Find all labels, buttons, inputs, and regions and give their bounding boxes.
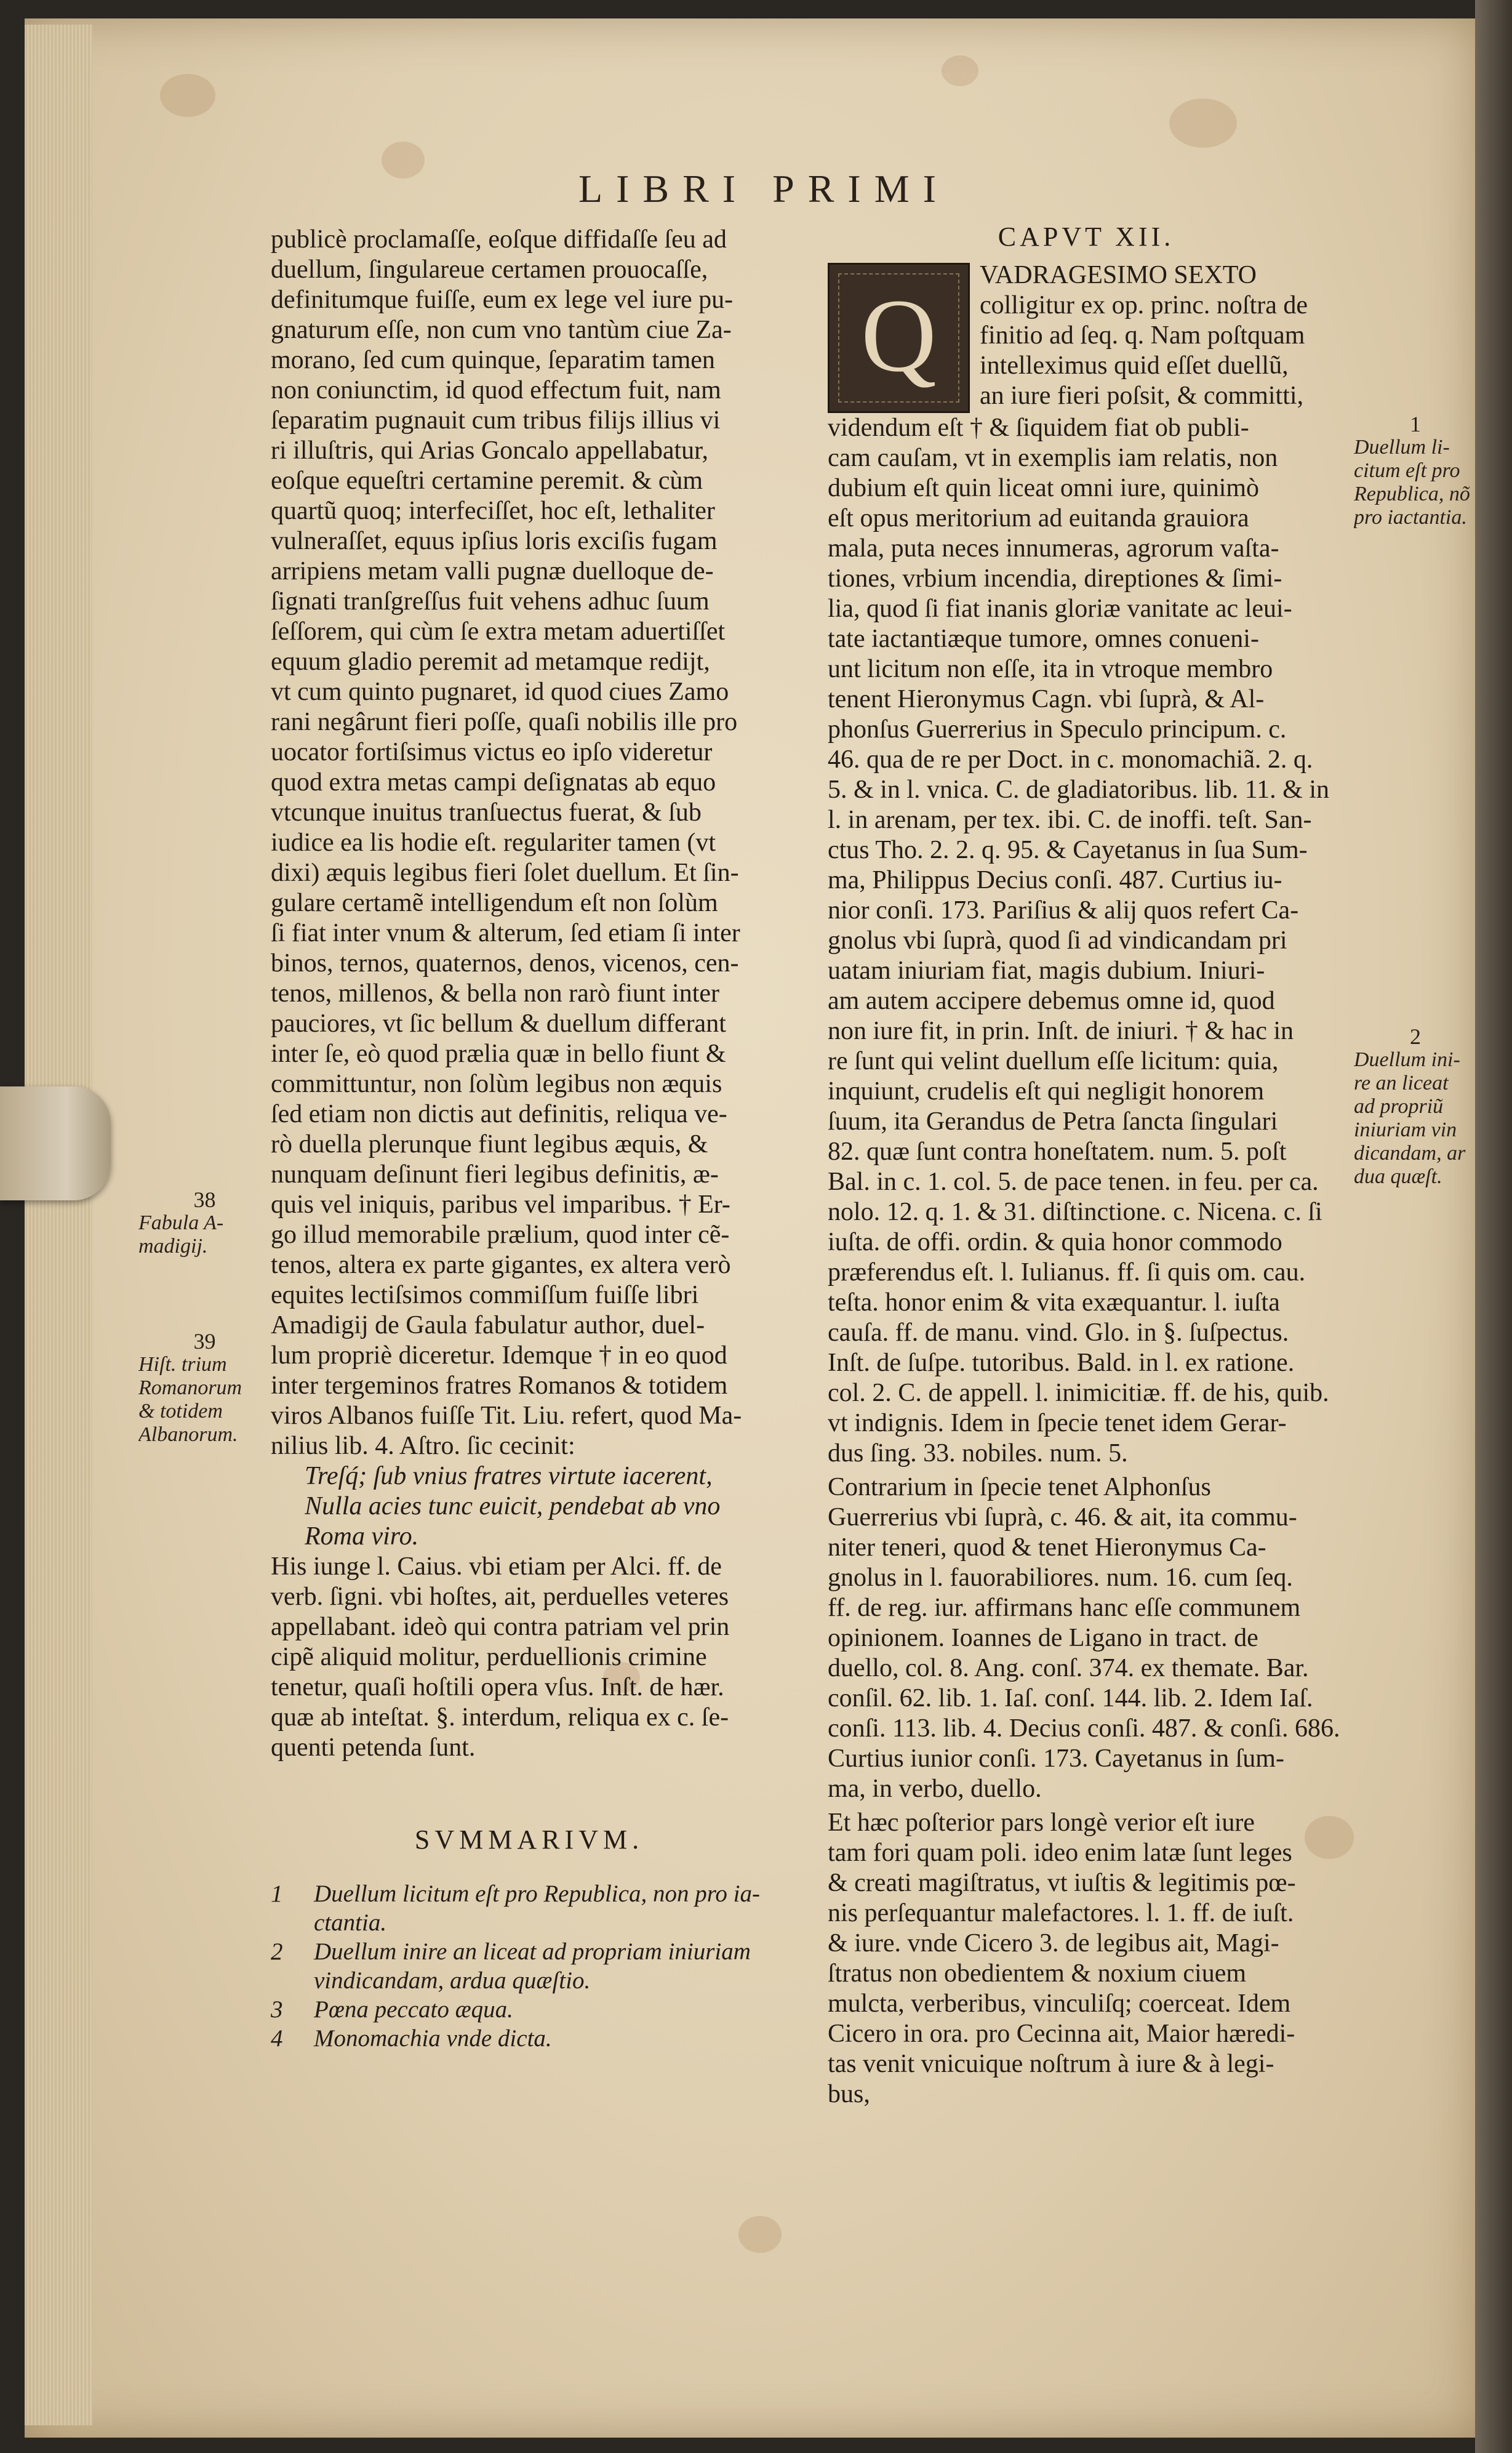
text-line: 46. qua de re per Doct. in c. monomachiã. 2. q. <box>828 745 1313 774</box>
text-line: colligitur ex op. princ. noſtra de <box>980 291 1308 319</box>
text-line: unt licitum non eſſe, ita in vtroque membro <box>828 655 1273 683</box>
text-line: vt indignis. Idem in ſpecie tenet idem Gerar- <box>828 1409 1287 1437</box>
text-line: Treſq́; ſub vnius fratres virtute iacerent, <box>305 1462 713 1490</box>
text-line: nilius lib. 4. Aſtro. ſic cecinit: <box>271 1432 575 1460</box>
left-after-verse-text <box>271 1552 788 1763</box>
right-paragraph-2 <box>828 1472 1345 1804</box>
text-line: tiones, vrbium incendia, direptiones & ſimi- <box>828 564 1282 593</box>
margin-note-line: pro iactantia. <box>1354 506 1467 529</box>
summarium-number: 1 <box>271 1881 283 1907</box>
text-line: Et hæc poſterior pars longè verior eſt iure <box>828 1809 1255 1837</box>
margin-note-number: 39 <box>193 1329 216 1354</box>
text-line: ſeparatim pugnauit cum tribus filijs illius vi <box>271 406 721 435</box>
text-line: inter tergeminos fratres Romanos & totidem <box>271 1371 728 1400</box>
text-line: am autem accipere debemus omne id, quod <box>828 987 1275 1015</box>
margin-note-1 <box>1354 412 1477 529</box>
margin-note-number: 1 <box>1410 412 1421 436</box>
text-line: appellabant. ideò qui contra patriam vel prin <box>271 1613 730 1641</box>
text-line: finitio ad ſeq. q. Nam poſtquam <box>980 321 1305 350</box>
text-line: Roma viro. <box>305 1522 419 1551</box>
text-line: gnolus in l. fauorabiliores. num. 16. cum ſeq. <box>828 1564 1293 1592</box>
summarium-number: 3 <box>271 1996 283 2023</box>
left-main-text <box>271 225 788 1461</box>
margin-note-38 <box>138 1188 271 1258</box>
text-line: tate iactantiæque tumore, omnes conueni- <box>828 625 1259 653</box>
binding-shadow <box>1475 0 1512 2453</box>
summarium-item <box>271 1937 788 1966</box>
text-line: tenetur, quaſi hoſtili opera vſus. Inſt. de hær. <box>271 1673 724 1701</box>
text-line: ſi fiat inter vnum & alterum, ſed etiam ſi inter <box>271 919 740 947</box>
text-line: nunquam deſinunt fieri legibus definitis, æ- <box>271 1160 719 1189</box>
running-title: LIBRI PRIMI <box>578 167 950 211</box>
margin-note-line: Fabula A- <box>138 1211 224 1234</box>
text-line: rani negârunt fieri poſſe, quaſi nobilis ille pro <box>271 708 738 736</box>
margin-note-line: iniuriam vin <box>1354 1118 1457 1141</box>
margin-note-line: dicandam, ar <box>1354 1142 1466 1165</box>
text-line: phonſus Guerrerius in Speculo principum. c. <box>828 715 1287 744</box>
summarium-text: Duellum licitum eſt pro Republica, non pro ia- <box>314 1881 761 1907</box>
text-line: Amadigij de Gaula fabulatur author, duel- <box>271 1311 705 1339</box>
text-line: inter ſe, eò quod prælia quæ in bello fiunt & <box>271 1040 726 1068</box>
foxing-stain <box>160 74 215 117</box>
text-line: gnolus vbi ſuprà, quod ſi ad vindicandam pri <box>828 926 1287 955</box>
text-line: tenos, millenos, & bella non rarò fiunt inter <box>271 979 720 1008</box>
text-line: iudice ea lis hodie eſt. regulariter tamen (vt <box>271 829 716 857</box>
summarium-text: ctantia. <box>314 1909 387 1936</box>
text-line: quartũ quoq; interfeciſſet, hoc eſt, lethaliter <box>271 497 715 525</box>
text-line: cauſa. ff. de manu. vind. Glo. in §. ſuſpectus. <box>828 1319 1289 1347</box>
right-main-text <box>828 413 1345 1469</box>
text-line: vtcunque inuitus tranſuectus fuerat, & ſub <box>271 798 702 827</box>
text-line: equum gladio peremit ad metamque redijt, <box>271 648 710 676</box>
summarium-text: Pœna peccato æqua. <box>314 1996 513 2023</box>
summarium-text: Duellum inire an liceat ad propriam iniuriam <box>314 1938 751 1965</box>
text-line: intelleximus quid eſſet duellũ, <box>980 351 1289 380</box>
summarium-item <box>271 1908 788 1937</box>
summarium-item <box>271 1995 788 2024</box>
decorated-initial: Q <box>828 263 970 413</box>
text-line: non iure fit, in prin. Inſt. de iniuri. † & hac in <box>828 1017 1294 1045</box>
foxing-stain <box>1169 98 1237 148</box>
summarium-number: 2 <box>271 1938 283 1965</box>
text-line: niter teneri, quod & tenet Hieronymus Ca- <box>828 1533 1266 1562</box>
text-line: an iure fieri poſsit, & committi, <box>980 382 1304 410</box>
margin-note-line: dua quæſt. <box>1354 1165 1442 1188</box>
text-line: binos, ternos, quaternos, denos, vicenos, cen- <box>271 949 739 978</box>
text-line: 82. quæ ſunt contra honeſtatem. num. 5. poſt <box>828 1138 1287 1166</box>
margin-note-line: Republica, nõ <box>1354 483 1470 505</box>
text-line: morano, ſed cum quinque, ſeparatim tamen <box>271 346 715 374</box>
page-clip <box>0 1086 111 1200</box>
text-line: ſtratus non obedientem & noxium ciuem <box>828 1959 1247 1988</box>
text-line: eoſque equeſtri certamine peremit. & cùm <box>271 467 703 495</box>
margin-note-line: Duellum li- <box>1354 436 1450 459</box>
text-line: ff. de reg. iur. affirmans hanc eſſe communem <box>828 1594 1301 1622</box>
text-line: quod extra metas campi deſignatas ab equo <box>271 768 716 797</box>
text-line: ri illuſtris, qui Arias Goncalo appellabatur, <box>271 436 708 465</box>
text-line: ma, in verbo, duello. <box>828 1775 1042 1803</box>
summarium-text: vindicandam, ardua quæſtio. <box>314 1967 591 1994</box>
text-line: gnaturum eſſe, non cum vno tantùm ciue Za- <box>271 316 732 344</box>
text-line: cam cauſam, vt in exemplis iam relatis, non <box>828 444 1278 472</box>
text-line: ſuum, ita Gerandus de Petra ſancta ſingulari <box>828 1107 1278 1136</box>
text-line: uatam iniuriam fiat, magis dubium. Iniuri- <box>828 957 1265 985</box>
summarium-title: SVMMARIVM. <box>414 1825 644 1855</box>
summarium-item <box>271 1879 788 1908</box>
right-paragraph-3 <box>828 1808 1345 2110</box>
text-line: dus ſing. 33. nobiles. num. 5. <box>828 1439 1128 1467</box>
text-line: His iunge l. Caius. vbi etiam per Alci. ff. de <box>271 1552 722 1581</box>
text-line: Inſt. de ſuſpe. tutoribus. Bald. in l. ex ratione. <box>828 1349 1295 1377</box>
margin-note-2 <box>1354 1025 1477 1189</box>
text-line: verb. ſigni. vbi hoſtes, ait, perduelles veteres <box>271 1583 729 1611</box>
margin-note-line: ad propriũ <box>1354 1095 1444 1118</box>
text-line: inquiunt, crudelis eſt qui negligit honorem <box>828 1077 1265 1106</box>
text-line: nolo. 12. q. 1. & 31. diſtinctione. c. Nicena. c. ſi <box>828 1198 1322 1226</box>
text-line: ctus Tho. 2. 2. q. 95. & Cayetanus in ſua Sum- <box>828 836 1308 864</box>
text-line: vulneraſſet, equus ipſius loris exciſis fugam <box>271 527 718 555</box>
text-line: viros Albanos fuiſſe Tit. Liu. refert, quod Ma- <box>271 1402 742 1430</box>
margin-note-number: 38 <box>193 1187 216 1212</box>
margin-note-line: Duellum ini- <box>1354 1048 1460 1071</box>
text-line: tas venit vnicuique noſtrum à iure & à legi- <box>828 2050 1274 2078</box>
margin-note-line: madigij. <box>138 1235 208 1258</box>
margin-note-line: Albanorum. <box>138 1423 238 1446</box>
text-line: arripiens metam valli pugnæ duelloque de- <box>271 557 714 585</box>
foxing-stain <box>942 55 978 86</box>
text-line: quæ ab inteſtat. §. interdum, reliqua ex c. ſe- <box>271 1703 729 1732</box>
text-line: duello, col. 8. Ang. conſ. 374. ex themate. Bar. <box>828 1654 1309 1682</box>
text-line: gulare certamẽ intelligendum eſt non ſolùm <box>271 889 718 917</box>
text-line: publicè proclamaſſe, eoſque diffidaſſe ſeu ad <box>271 225 727 254</box>
text-line: nior conſi. 173. Pariſius & alij quos refert Ca- <box>828 896 1299 925</box>
text-line: ſeſſorem, qui cùm ſe extra metam aduertiſſet <box>271 617 726 646</box>
text-line: 5. & in l. vnica. C. de gladiatoribus. lib. 11. & in <box>828 776 1330 804</box>
chapter-heading: CAPVT XII. <box>998 222 1175 252</box>
text-line: dubium eſt quin liceat omni iure, quinimò <box>828 474 1260 502</box>
text-line: VADRAGESIMO SEXTO <box>980 261 1257 289</box>
text-line: re ſunt qui velint duellum eſſe licitum: quia, <box>828 1047 1279 1075</box>
text-line: ma, Philippus Decius conſi. 487. Curtius iu- <box>828 866 1282 894</box>
text-line: Cicero in ora. pro Cecinna ait, Maior hæredi- <box>828 2020 1295 2048</box>
summarium-text: Monomachia vnde dicta. <box>314 2025 552 2052</box>
text-line: Contrarium in ſpecie tenet Alphonſus <box>828 1473 1211 1501</box>
text-line: go illud memorabile prælium, quod inter cẽ- <box>271 1221 730 1249</box>
text-line: non coniunctim, id quod effectum fuit, nam <box>271 376 721 404</box>
summarium-item <box>271 1966 788 1995</box>
text-line: Guerrerius vbi ſuprà, c. 46. & ait, ita commu- <box>828 1503 1297 1532</box>
text-line: & creati magiſtratus, vt iuſtis & legitimis pœ- <box>828 1869 1296 1897</box>
text-line: bus, <box>828 2080 870 2108</box>
text-line: & iure. vnde Cicero 3. de legibus ait, Magi- <box>828 1929 1279 1957</box>
summarium-list <box>271 1879 788 2053</box>
text-line: præferendus eſt. l. Iulianus. ff. ſi quis om. cau. <box>828 1258 1306 1287</box>
verse-quote <box>271 1461 788 1552</box>
text-line: tenos, altera ex parte gigantes, ex altera verò <box>271 1251 731 1279</box>
text-line: Curtius iunior conſi. 173. Cayetanus in ſum- <box>828 1744 1284 1773</box>
summarium-item <box>271 2024 788 2053</box>
text-line: equites lectiſsimos commiſſum fuiſſe libri <box>271 1281 699 1309</box>
text-line: vt cum quinto pugnaret, id quod ciues Zamo <box>271 678 729 706</box>
text-line: cipẽ aliquid molitur, perduellionis crimine <box>271 1643 707 1671</box>
text-line: tam fori quam poli. ideo enim latæ ſunt leges <box>828 1839 1292 1867</box>
text-line: tenent Hieronymus Cagn. vbi ſuprà, & Al- <box>828 685 1265 713</box>
text-line: uocator fortiſsimus victus eo ipſo videretur <box>271 738 713 766</box>
text-line: Bal. in c. 1. col. 5. de pace tenen. in feu. per ca. <box>828 1168 1319 1196</box>
text-line: conſil. 62. lib. 1. Iaſ. conſ. 144. lib. 2. Idem Iaſ. <box>828 1684 1313 1712</box>
text-line: conſi. 113. lib. 4. Decius conſi. 487. & conſi. 686. <box>828 1714 1340 1743</box>
text-line: quenti petenda ſunt. <box>271 1733 476 1762</box>
page-edges <box>25 25 92 2425</box>
right-column <box>828 222 1345 2110</box>
text-line: nis perſequantur malefactores. l. 1. ff. de iuſt. <box>828 1899 1294 1927</box>
text-line: lum propriè diceretur. Idemque † in eo quod <box>271 1341 727 1370</box>
text-line: pauciores, vt ſic bellum & duellum differant <box>271 1010 726 1038</box>
margin-note-line: & totidem <box>138 1400 223 1423</box>
summarium-number <box>271 1908 314 1937</box>
text-line: videndum eſt † & ſiquidem fiat ob publi- <box>828 414 1249 442</box>
text-line: quis vel iniquis, paribus vel imparibus. † Er- <box>271 1190 730 1219</box>
text-line: mala, puta neces innumeras, agrorum vaſta- <box>828 534 1279 563</box>
summarium-number <box>271 1966 314 1995</box>
margin-note-number: 2 <box>1410 1024 1421 1049</box>
margin-note-line: re an liceat <box>1354 1072 1449 1094</box>
text-line: ſignati tranſgreſſus fuit vehens adhuc ſuum <box>271 587 710 616</box>
margin-note-line: citum eſt pro <box>1354 459 1460 482</box>
margin-note-39 <box>138 1330 271 1447</box>
margin-note-line: Hiſt. trium <box>138 1353 227 1376</box>
text-line: duellum, ſingulareue certamen prouocaſſe, <box>271 255 708 284</box>
foxing-stain <box>382 142 425 179</box>
text-line: committuntur, non ſolùm legibus non æquis <box>271 1070 722 1098</box>
text-line: opinionem. Ioannes de Ligano in tract. de <box>828 1624 1258 1652</box>
text-line: rò duella plerunque fiunt legibus æquis, & <box>271 1130 708 1158</box>
text-line: lia, quod ſi fiat inanis gloriæ vanitate ac leui- <box>828 595 1292 623</box>
text-line: col. 2. C. de appell. l. inimicitiæ. ff. de his, quib. <box>828 1379 1329 1407</box>
foxing-stain <box>738 2216 782 2253</box>
text-line: Nulla acies tunc euicit, pendebat ab vno <box>305 1492 721 1520</box>
text-line: ſed etiam non dictis aut definitis, reliqua ve- <box>271 1100 727 1128</box>
text-line: dixi) æquis legibus fieri ſolet duellum. Et ſin- <box>271 859 739 887</box>
left-column <box>271 225 788 2053</box>
text-line: definitumque fuiſſe, eum ex lege vel iure pu- <box>271 286 734 314</box>
text-line: iuſta. de offi. ordin. & quia honor commodo <box>828 1228 1282 1256</box>
text-line: l. in arenam, per tex. ibi. C. de inoffi. teſt. San- <box>828 806 1312 834</box>
margin-note-line: Romanorum <box>138 1376 242 1399</box>
text-line: mulcta, verberibus, vinculiſq; coerceat. Idem <box>828 1989 1291 2018</box>
text-line: eſt opus meritorium ad euitanda grauiora <box>828 504 1249 532</box>
text-line: teſta. honor enim & vita exæquantur. l. iuſta <box>828 1288 1280 1317</box>
summarium-number: 4 <box>271 2025 283 2052</box>
